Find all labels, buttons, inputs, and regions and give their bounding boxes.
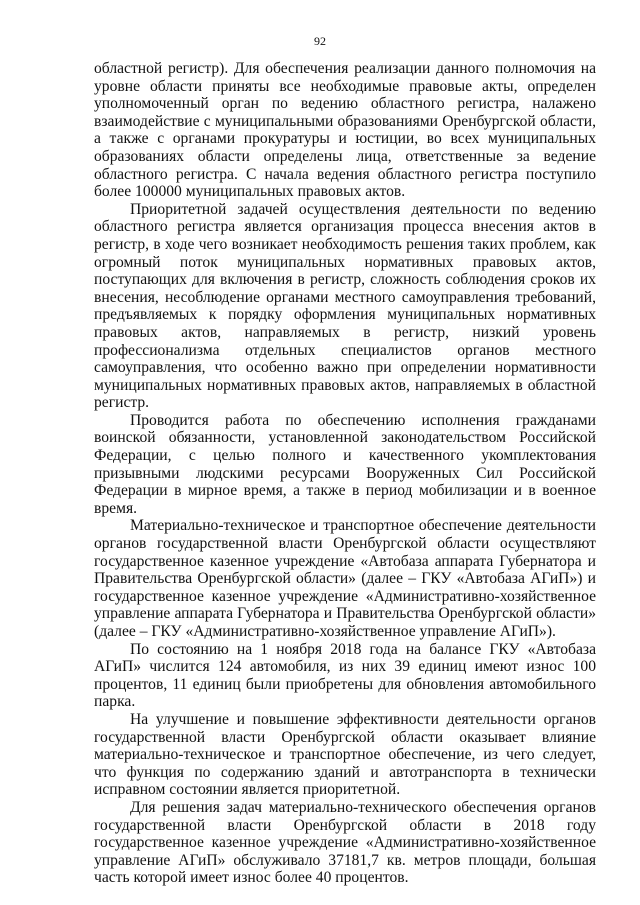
paragraph-material-support: Материально-техническое и транспортное обеспечение деятельности органов государственной власти Оренбургской области осуществляют государственное казенное учреждение «Автобаза аппарата Губернатора и Правительства Оренбургской области» (далее – ГКУ «Автобаза АГиП») и государственное казенное учреждение «Административно-хозяйственное управление аппарата Губернатора и Правительства Оренбургской области» (далее – ГКУ «Административно-хозяйственное управление АГиП»). (94, 517, 596, 640)
paragraph-military-duty: Проводится работа по обеспечению исполнения гражданами воинской обязанности, установленной законодательством Российской Федерации, с целью полного и качественного укомплектования призывными людскими ресурсами Вооруженных Сил Российской Федерации в мирное время, а также в период мобилизации и в военное время. (94, 411, 596, 517)
paragraph-regional-register: областной регистр). Для обеспечения реализации данного полномочия на уровне области приняты все необходимые правовые акты, определен уполномоченный орган по ведению областного регистра, налажено взаимодействие с муниципальными образованиями Оренбургской области, а также с органами прокуратуры и юстиции, во всех муниципальных образованиях области определены лица, ответственные за ведение областного регистра. С начала ведения областного регистра поступило более 100000 муниципальных правовых актов. (94, 60, 596, 201)
paragraph-vehicle-fleet: По состоянию на 1 ноября 2018 года на балансе ГКУ «Автобаза АГиП» числится 124 автомобиля, из них 39 единиц имеют износ 100 процентов, 11 единиц были приобретены для обновления автомобильного парка. (94, 640, 596, 711)
paragraph-efficiency: На улучшение и повышение эффективности деятельности органов государственной власти Оренбургской области оказывает влияние материально-техническое и транспортное обеспечение, из чего следует, что функция по содержанию зданий и автотранспорта в технически исправном состоянии является приоритетной. (94, 710, 596, 799)
page-number: 92 (314, 34, 326, 48)
paragraph-building-area: Для решения задач материально-технического обеспечения органов государственной власти Оренбургской области в 2018 году государственное казенное учреждение «Административно-хозяйственное управление АГиП» обслуживало 37181,7 кв. метров площади, большая часть которой имеет износ более 40 процентов. (94, 798, 596, 887)
document-body (94, 60, 596, 887)
paragraph-register-priority: Приоритетной задачей осуществления деятельности по ведению областного регистра является организация процесса внесения актов в регистр, в ходе чего возникает необходимость решения таких проблем, как огромный поток муниципальных нормативных правовых актов, поступающих для включения в регистр, сложность соблюдения сроков их внесения, несоблюдение органами местного самоуправления требований, предъявляемых к порядку оформления муниципальных нормативных правовых актов, направляемых в регистр, низкий уровень профессионализма отдельных специалистов органов местного самоуправления, что особенно важно при определении нормативности муниципальных нормативных правовых актов, направляемых в областной регистр. (94, 200, 596, 412)
